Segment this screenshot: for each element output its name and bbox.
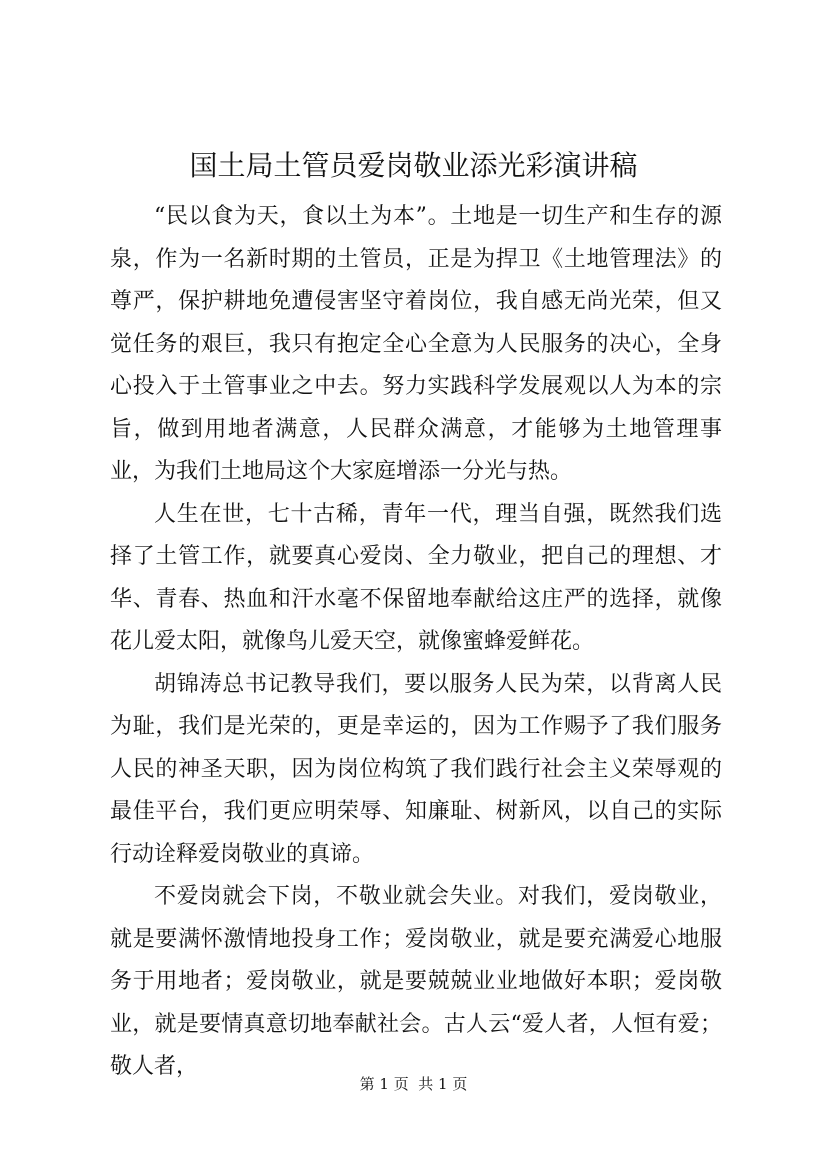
paragraph-3: 胡锦涛总书记教导我们，要以服务人民为荣，以背离人民为耻，我们是光荣的，更是幸运的，因为工作赐予了我们服务人民的神圣天职，因为岗位构筑了我们践行社会主义荣辱观的最佳平台，我们更应明荣辱、知廉耻、树新风，以自己的实际行动诠释爱岗敬业的真谛。 (110, 671, 722, 867)
page-footer (0, 1074, 827, 1094)
paragraph-2: 人生在世，七十古稀，青年一代，理当自强，既然我们选择了土管工作，就要真心爱岗、全力敬业，把自己的理想、才华、青春、热血和汗水毫不保留地奉献给这庄严的选择，就像花儿爱太阳，就像鸟儿爱天空，就像蜜蜂爱鲜花。 (110, 501, 722, 654)
page-number-label: 第 1 页 共 1 页 (359, 1075, 468, 1093)
paragraph-1: “民以食为天，食以土为本”。土地是一切生产和生存的源泉，作为一名新时期的土管员，正是为捍卫《土地管理法》的尊严，保护耕地免遭侵害坚守着岗位，我自感无尚光荣，但又觉任务的艰巨，我只有抱定全心全意为人民服务的决心，全身心投入于土管事业之中去。努力实践科学发展观以人为本的宗旨，做到用地者满意，人民群众满意，才能够为土地管理事业，为我们土地局这个大家庭增添一分光与热。 (110, 204, 722, 484)
paragraph-4: 不爱岗就会下岗，不敬业就会失业。对我们，爱岗敬业，就是要满怀激情地投身工作；爱岗敬业，就是要充满爱心地服务于用地者；爱岗敬业，就是要兢兢业业地做好本职；爱岗敬业，就是要情真意切地奉献社会。古人云“爱人者，人恒有爱；敬人者， (110, 884, 722, 1079)
document-title: 国土局土管员爱岗敬业添光彩演讲稿 (189, 149, 638, 182)
document-body (110, 196, 722, 1089)
